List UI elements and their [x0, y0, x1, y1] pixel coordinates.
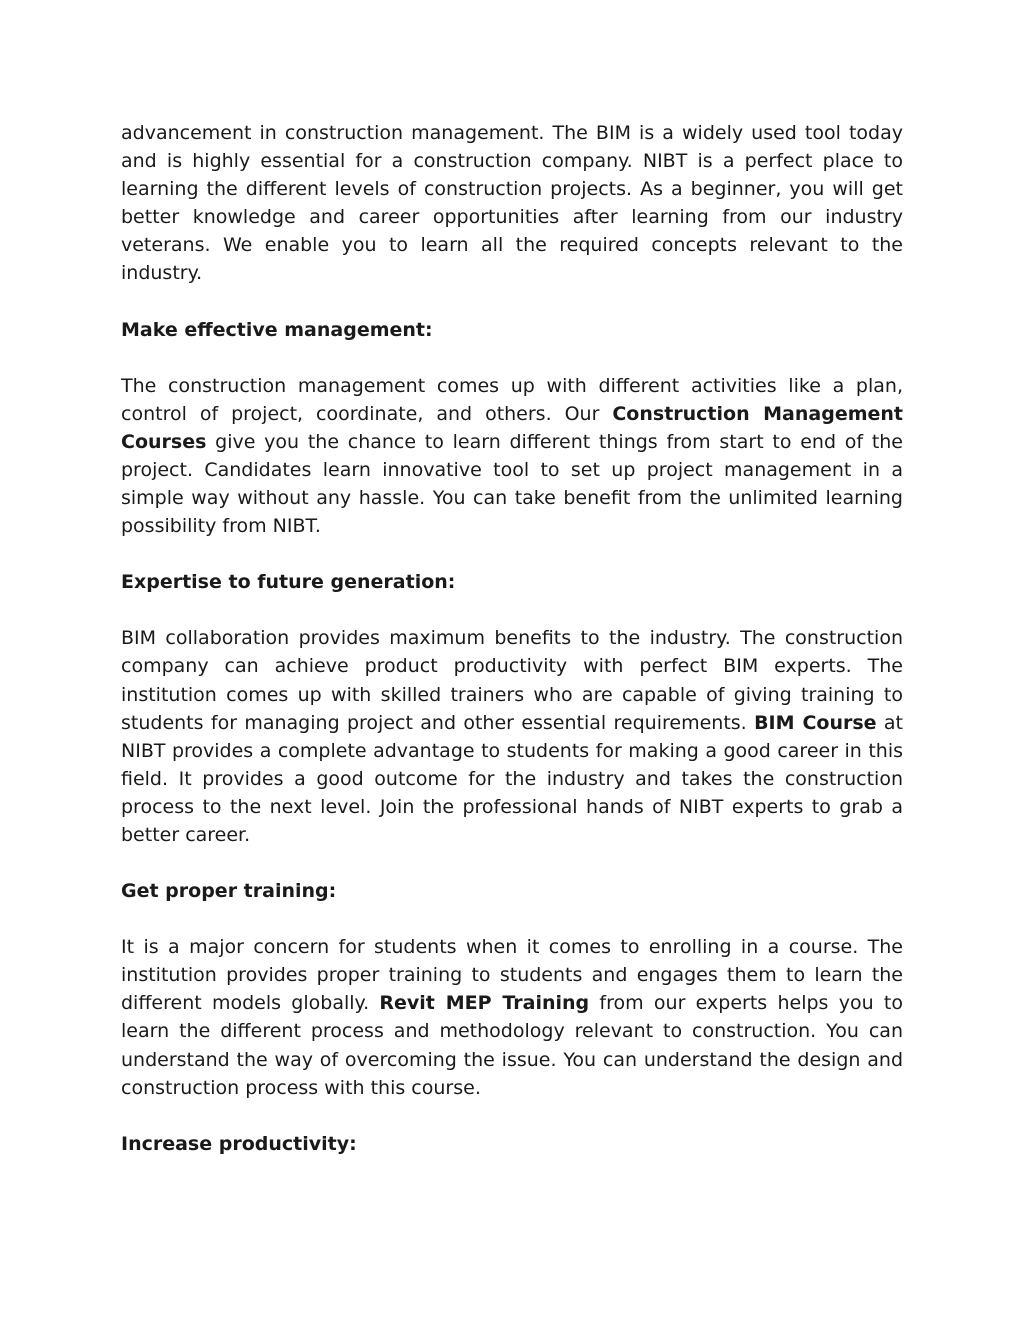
- expertise-text-before: BIM collaboration provides maximum benefits to the industry. The construction company can achieve product productivity with perfect BIM experts. The institution comes up with skilled trainers who are capable of giving training to students for managing project and other essential requirements.: [121, 627, 903, 734]
- bim-course-emphasis: BIM Course: [754, 711, 877, 734]
- intro-text: advancement in construction management. The BIM is a widely used tool today and is highly essential for a construction company. NIBT is a perfect place to learning the different levels of construction projects. As a beginner, you will get better knowledge and career opportunities after learning from our industry veterans. We enable you to learn all the required concepts relevant to the industry.: [121, 122, 903, 285]
- expertise-paragraph: [121, 624, 903, 849]
- intro-paragraph: [121, 119, 903, 288]
- management-paragraph: [121, 372, 903, 541]
- training-text-before: It is a major concern for students when it comes to enrolling in a course. The institution provides proper training to students and engages them to learn the different models globally.: [121, 936, 903, 1015]
- heading-make-effective-management: Make effective management:: [121, 318, 433, 341]
- training-text-after: from our experts helps you to learn the different process and methodology relevant to construction. You can understand the way of overcoming the issue. You can understand the design and construction process with this course.: [121, 992, 903, 1099]
- expertise-text-after: at NIBT provides a complete advantage to students for making a good career in this field. It provides a good outcome for the industry and takes the construction process to the next level. Join the professional hands of NIBT experts to grab a better career.: [121, 711, 904, 846]
- document-body: [121, 119, 903, 1186]
- training-paragraph: [121, 933, 903, 1102]
- heading-get-proper-training: Get proper training:: [121, 880, 337, 903]
- management-text-after: give you the chance to learn different things from start to end of the project. Candidates learn innovative tool to set up project management in a simple way without any hassle. You can take benefit from the unlimited learning possibility from NIBT.: [121, 430, 903, 538]
- construction-management-courses-emphasis: Construction Management Courses: [121, 402, 903, 453]
- heading-increase-productivity: Increase productivity:: [121, 1132, 357, 1155]
- heading-expertise-to-future-generation: Expertise to future generation:: [121, 571, 456, 594]
- management-text-before: The construction management comes up with different activities like a plan, control of project, coordinate, and others. Our: [121, 374, 903, 425]
- revit-mep-training-emphasis: Revit MEP Training: [379, 992, 590, 1015]
